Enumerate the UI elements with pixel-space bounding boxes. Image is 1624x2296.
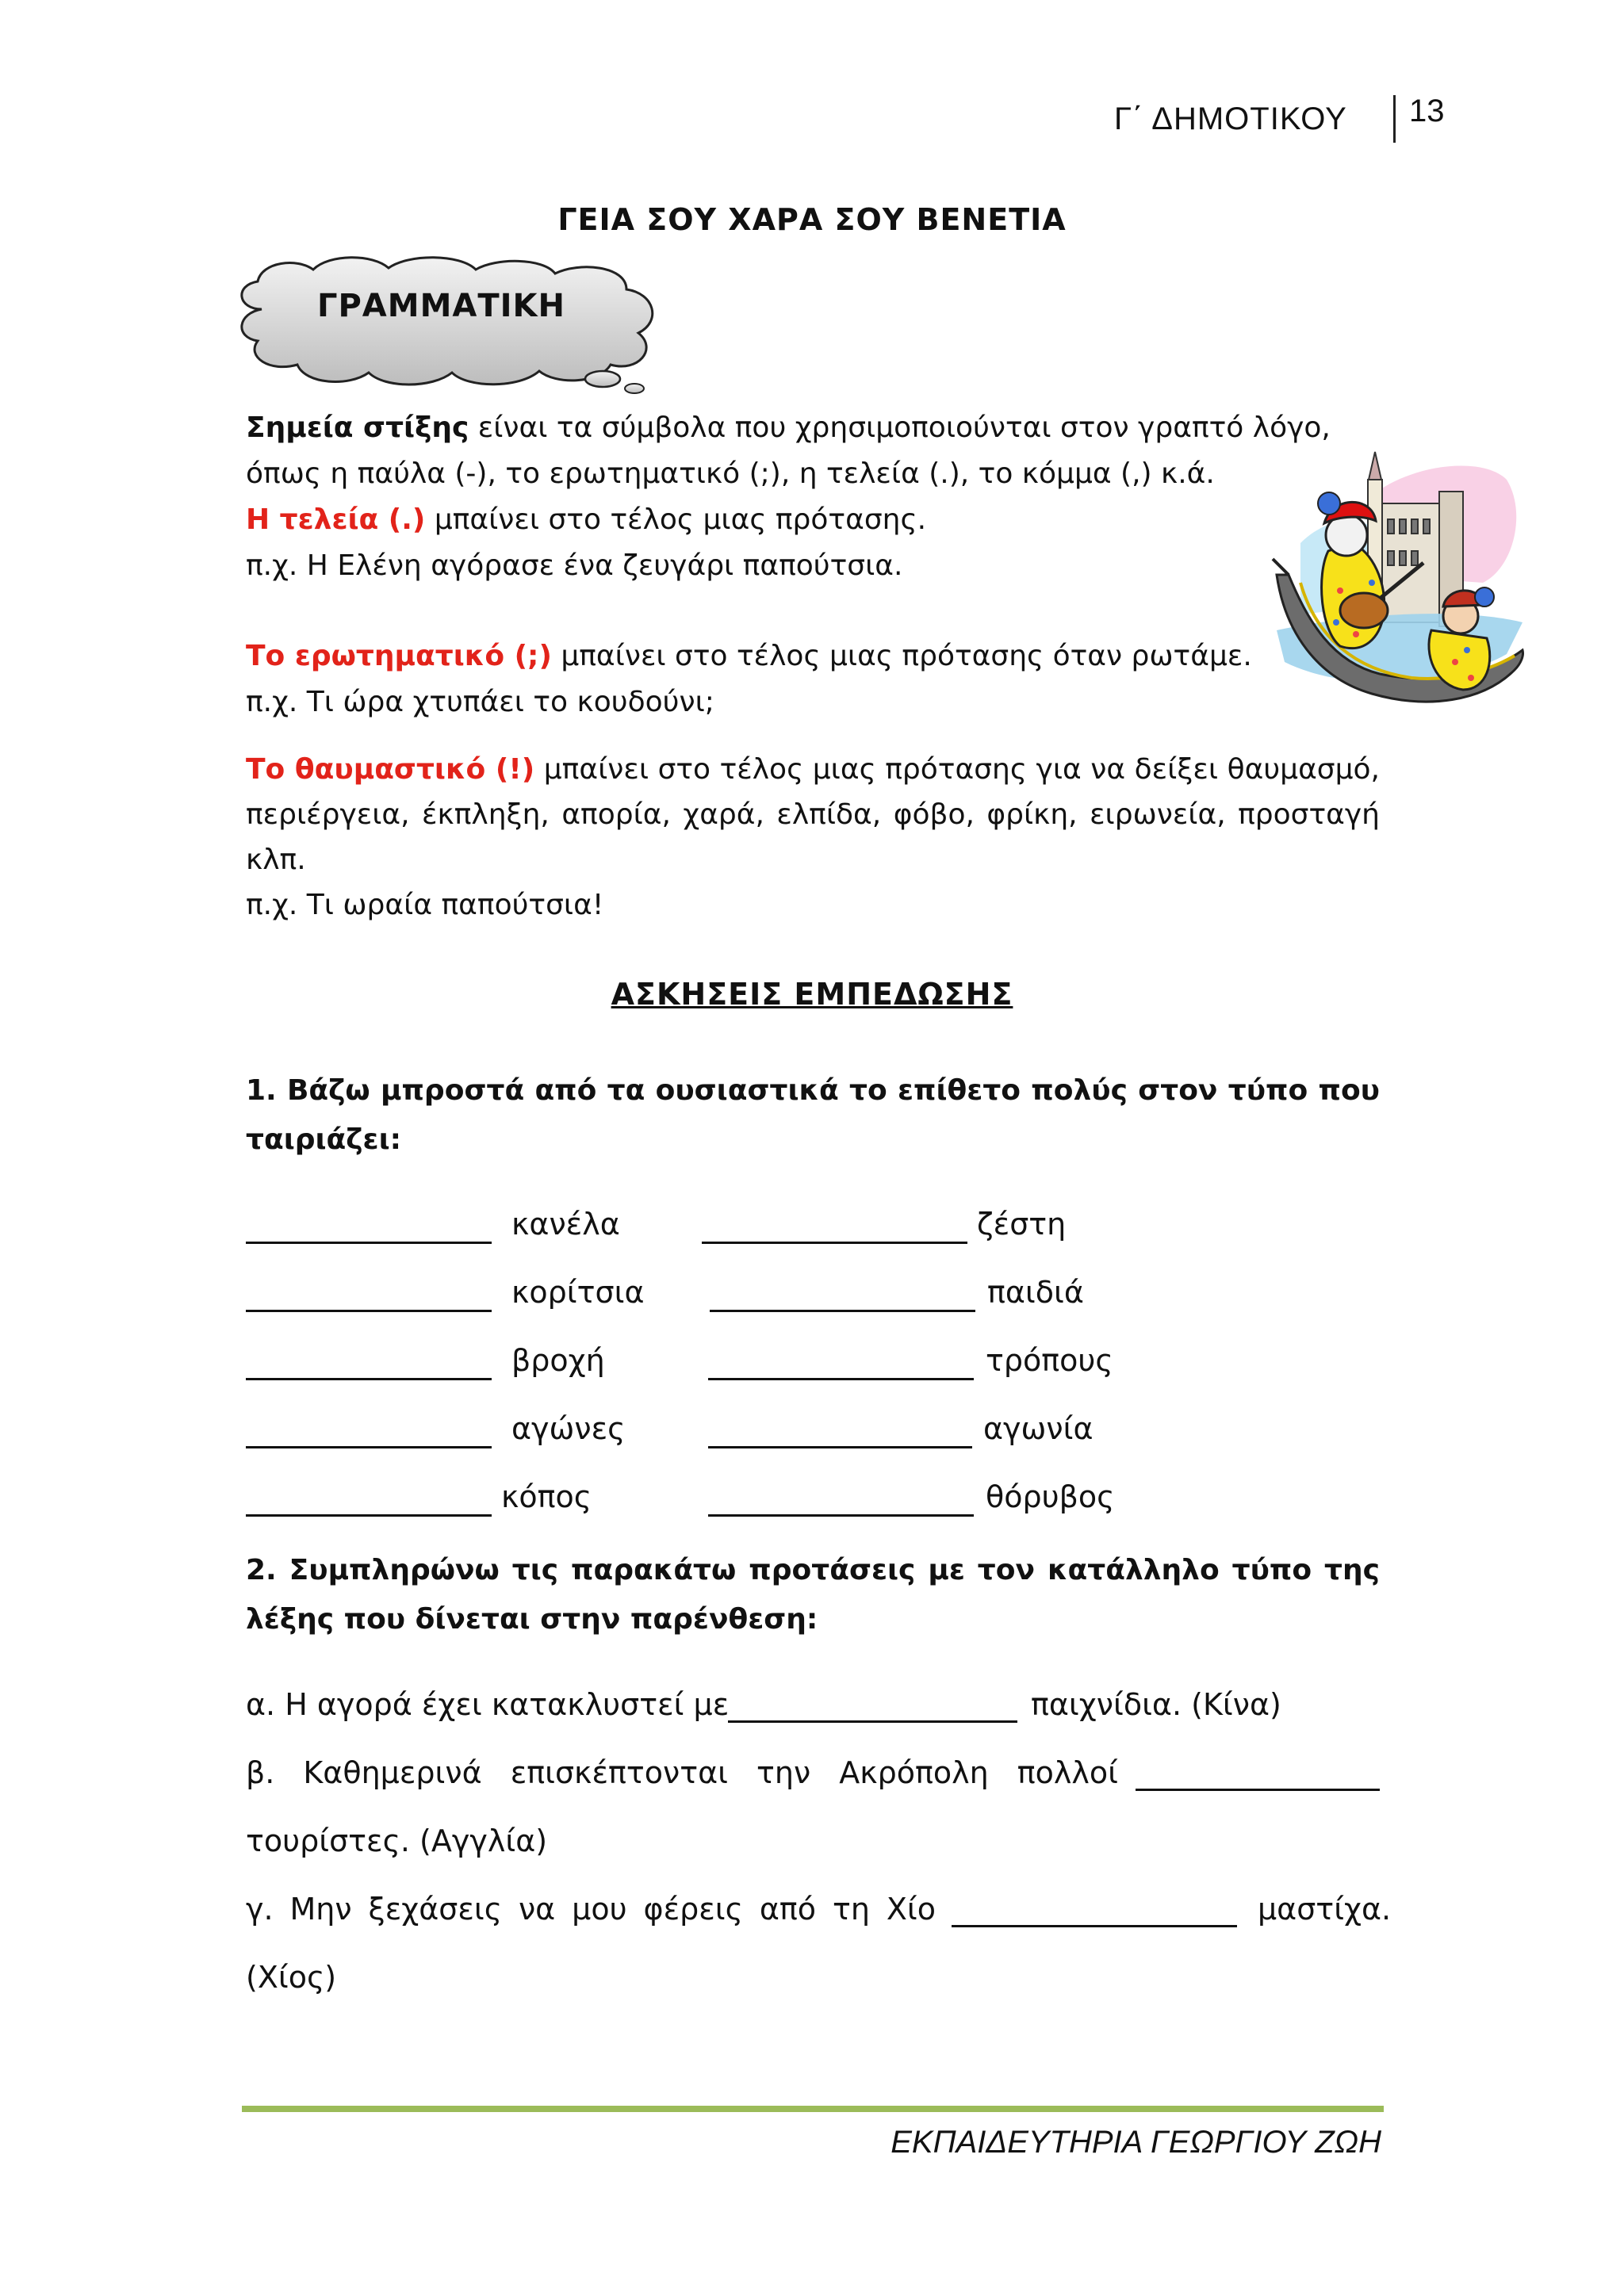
intro-term: Σημεία στίξης [246,411,469,444]
answer-blank[interactable] [246,1378,492,1380]
rule-exclamation [246,747,1380,882]
noun-word: κορίτσια [511,1275,645,1310]
gondola-illustration [1253,448,1530,741]
noun-word: κόπος [501,1479,592,1514]
answer-blank[interactable] [246,1514,492,1517]
rule-text: μπαίνει στο τέλος μιας πρότασης για να δείξει θαυμασμό, περιέργεια, έκπληξη, απορία, χαρά, ελπίδα, φόβο, φρίκη, ειρωνεία, προσταγή κλπ. [246,753,1380,876]
sentence-c-start: γ. Μην ξεχάσεις να μου φέρεις από τη Χίο [246,1892,936,1927]
answer-blank[interactable] [246,1242,492,1244]
rule-term: Το θαυμαστικό (!) [246,753,535,786]
noun-word: κανέλα [511,1207,620,1242]
answer-blank[interactable] [708,1446,972,1448]
sentence-a-start: α. Η αγορά έχει κατακλυστεί με [246,1687,730,1722]
noun-word: θόρυβος [986,1479,1115,1514]
footer-school-name: ΕΚΠΑΙΔΕΥΤΗΡΙΑ ΓΕΩΡΓΙΟΥ ΖΩΗ [891,2125,1381,2160]
intro-text: είναι τα σύμβολα που χρησιμοποιούνται στον γραπτό λόγο, [469,411,1331,444]
noun-word: αγωνία [983,1411,1094,1446]
header-divider [1393,95,1396,143]
sentence-b-end: τουρίστες. (Αγγλία) [246,1823,548,1858]
answer-blank[interactable] [702,1242,967,1244]
noun-word: ζέστη [977,1207,1067,1242]
rule-question-mark [246,634,1380,679]
intro-line-1 [246,406,1380,450]
noun-word: παιδιά [987,1275,1084,1310]
rule-term: Η τελεία (.) [246,503,426,536]
rule-text: μπαίνει στο τέλος μιας πρότασης όταν ρωτάμε. [551,640,1252,672]
exercises-title: ΑΣΚΗΣΕΙΣ ΕΜΠΕΔΩΣΗΣ [611,977,1013,1012]
section-label: ΓΡΑΜΜΑΤΙΚΗ [317,288,565,324]
intro-line-2: όπως η παύλα (-), το ερωτηματικό (;), η τελεία (.), το κόμμα (,) κ.ά. [246,457,1215,490]
rule-period [246,498,1380,542]
sentence-c-line2: (Χίος) [246,1960,337,1995]
noun-word: αγώνες [511,1411,626,1446]
page-title: ΓΕΙΑ ΣΟΥ ΧΑΡΑ ΣΟΥ ΒΕΝΕΤΙΑ [557,202,1067,237]
rule-example: π.χ. Τι ωραία παπούτσια! [246,889,604,921]
answer-blank[interactable] [246,1310,492,1312]
noun-word: βροχή [511,1343,605,1378]
answer-blank[interactable] [1136,1789,1380,1791]
sentence-c-end: μαστίχα. [1258,1892,1392,1927]
sentence-a-end: παιχνίδια. (Κίνα) [1031,1687,1281,1722]
answer-blank[interactable] [710,1310,975,1312]
sentence-b-start: β. Καθημερινά επισκέπτονται την Ακρόπολη πολλοί [246,1755,1118,1790]
footer-rule [242,2106,1384,2112]
answer-blank[interactable] [708,1378,974,1380]
rule-term: Το ερωτηματικό (;) [246,640,552,672]
page-number: 13 [1409,94,1445,128]
class-label: Γ΄ ΔΗΜΟΤΙΚΟΥ [1114,101,1347,136]
answer-blank[interactable] [728,1720,1017,1723]
exercise-2-prompt: 2. Συμπληρώνω τις παρακάτω προτάσεις με τον κατάλληλο τύπο της λέξης που δίνεται στην παρένθεση: [246,1554,1380,1636]
rule-example: π.χ. Τι ώρα χτυπάει το κουδούνι; [246,686,714,718]
cloud-shape [230,254,674,396]
answer-blank[interactable] [708,1514,974,1517]
answer-blank[interactable] [246,1446,492,1448]
noun-word: τρόπους [986,1343,1113,1378]
rule-example: π.χ. Η Ελένη αγόρασε ένα ζευγάρι παπούτσια. [246,549,903,582]
rule-text: μπαίνει στο τέλος μιας πρότασης. [425,503,927,536]
exercise-1-prompt: 1. Βάζω μπροστά από τα ουσιαστικά το επίθετο πολύς στον τύπο που ταιριάζει: [246,1074,1380,1156]
answer-blank[interactable] [952,1925,1237,1927]
